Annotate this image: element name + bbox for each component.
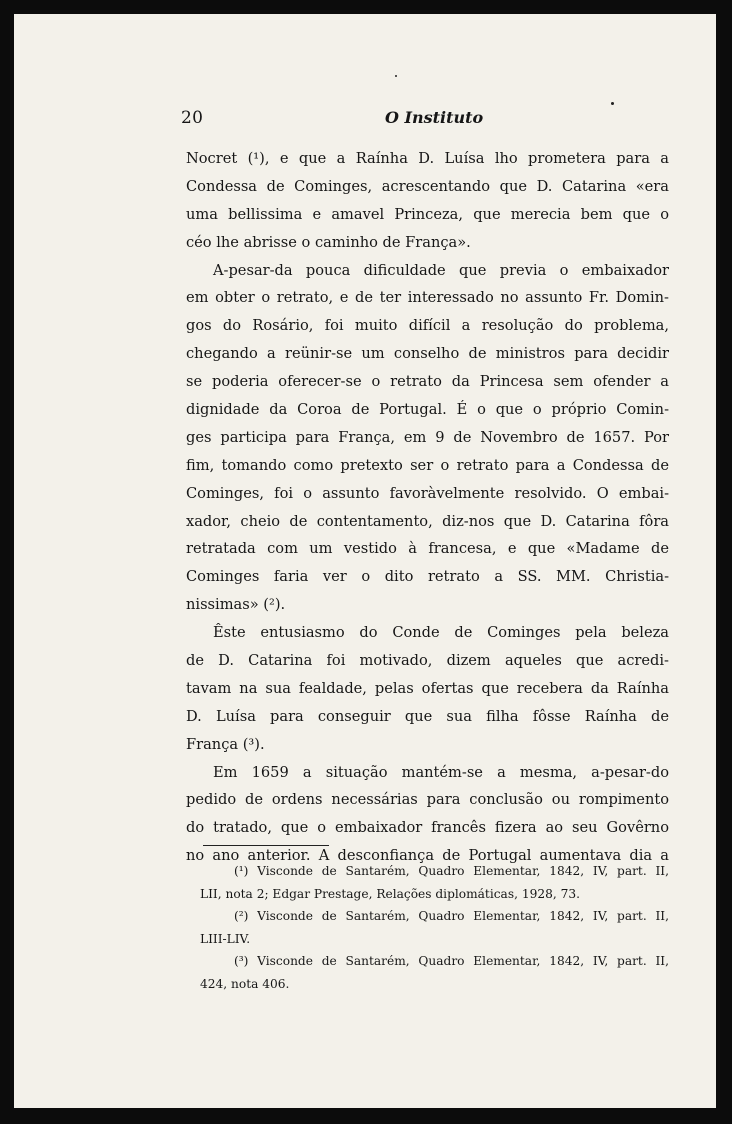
text-line: céo lhe abrisse o caminho de França». xyxy=(186,233,471,251)
footnote-line: (¹) Visconde de Santarém, Quadro Elementar, 1842, IV, part. II, xyxy=(234,864,669,878)
text-line: chegando a reünir-se um conselho de ministros para decidir xyxy=(186,345,669,363)
text-line: no ano anterior. A desconfiança de Portugal aumentava dia a xyxy=(186,847,669,865)
text-line: França (³). xyxy=(186,735,265,753)
running-head xyxy=(181,108,667,130)
footnote-divider xyxy=(203,845,329,846)
text-line: ges participa para França, em 9 de Novembro de 1657. Por xyxy=(186,428,669,446)
text-line: Condessa de Cominges, acrescentando que D. Catarina «era xyxy=(186,177,669,195)
footnote-line: (³) Visconde de Santarém, Quadro Elementar, 1842, IV, part. II, xyxy=(234,954,669,969)
text-line: Êste entusiasmo do Conde de Cominges pela beleza xyxy=(213,624,669,642)
text-line: pedido de ordens necessárias para conclusão ou rompimento xyxy=(186,791,669,809)
paper-speck xyxy=(611,102,614,105)
text-line: D. Luísa para conseguir que sua filha fôsse Raínha de xyxy=(186,707,669,725)
text-line: A-pesar-da pouca dificuldade que previa o embaixador xyxy=(213,261,669,279)
body-text xyxy=(186,145,669,870)
book-page xyxy=(14,14,716,1108)
text-line: Cominges faria ver o dito retrato a SS. MM. Christia- xyxy=(186,568,669,586)
text-line: do tratado, que o embaixador francês fizera ao seu Govêrno xyxy=(186,819,669,837)
text-line: de D. Catarina foi motivado, dizem aqueles que acredi- xyxy=(186,652,669,670)
footnote-line: LIII-LIV. xyxy=(200,931,251,946)
text-line: Em 1659 a situação mantém-se a mesma, a-pesar-do xyxy=(213,763,669,781)
text-line: dignidade da Coroa de Portugal. É o que o próprio Comin- xyxy=(186,401,669,419)
text-line: tavam na sua fealdade, pelas ofertas que recebera da Raínha xyxy=(186,679,669,697)
footnote-line: LII, nota 2; Edgar Prestage, Relações diplomáticas, 1928, 73. xyxy=(200,886,580,901)
footnote-line: 424, nota 406. xyxy=(200,976,290,991)
text-line: uma bellissima e amavel Princeza, que merecia bem que o xyxy=(186,205,669,223)
footnotes xyxy=(200,860,669,996)
text-line: gos do Rosário, foi muito difícil a resolução do problema, xyxy=(186,317,669,335)
text-line: em obter o retrato, e de ter interessado no assunto Fr. Domin- xyxy=(186,289,669,307)
text-line: nissimas» (²). xyxy=(186,596,286,614)
text-line: se poderia oferecer-se o retrato da Princesa sem ofender a xyxy=(186,373,669,391)
text-line: fim, tomando como pretexto ser o retrato para a Condessa de xyxy=(186,456,669,474)
text-line: retratada com um vestido à francesa, e que «Madame de xyxy=(186,540,669,558)
text-line: xador, cheio de contentamento, diz-nos que D. Catarina fôra xyxy=(186,512,669,530)
footnote-line: (²) Visconde de Santarém, Quadro Elementar, 1842, IV, part. II, xyxy=(234,909,669,924)
running-title: O Instituto xyxy=(385,108,484,127)
page-number: 20 xyxy=(181,108,204,128)
text-line: Nocret (¹), e que a Raínha D. Luísa lho prometera para a xyxy=(186,150,669,167)
text-line: Cominges, foi o assunto favoràvelmente resolvido. O embai- xyxy=(186,484,669,502)
paper-speck xyxy=(395,75,397,77)
